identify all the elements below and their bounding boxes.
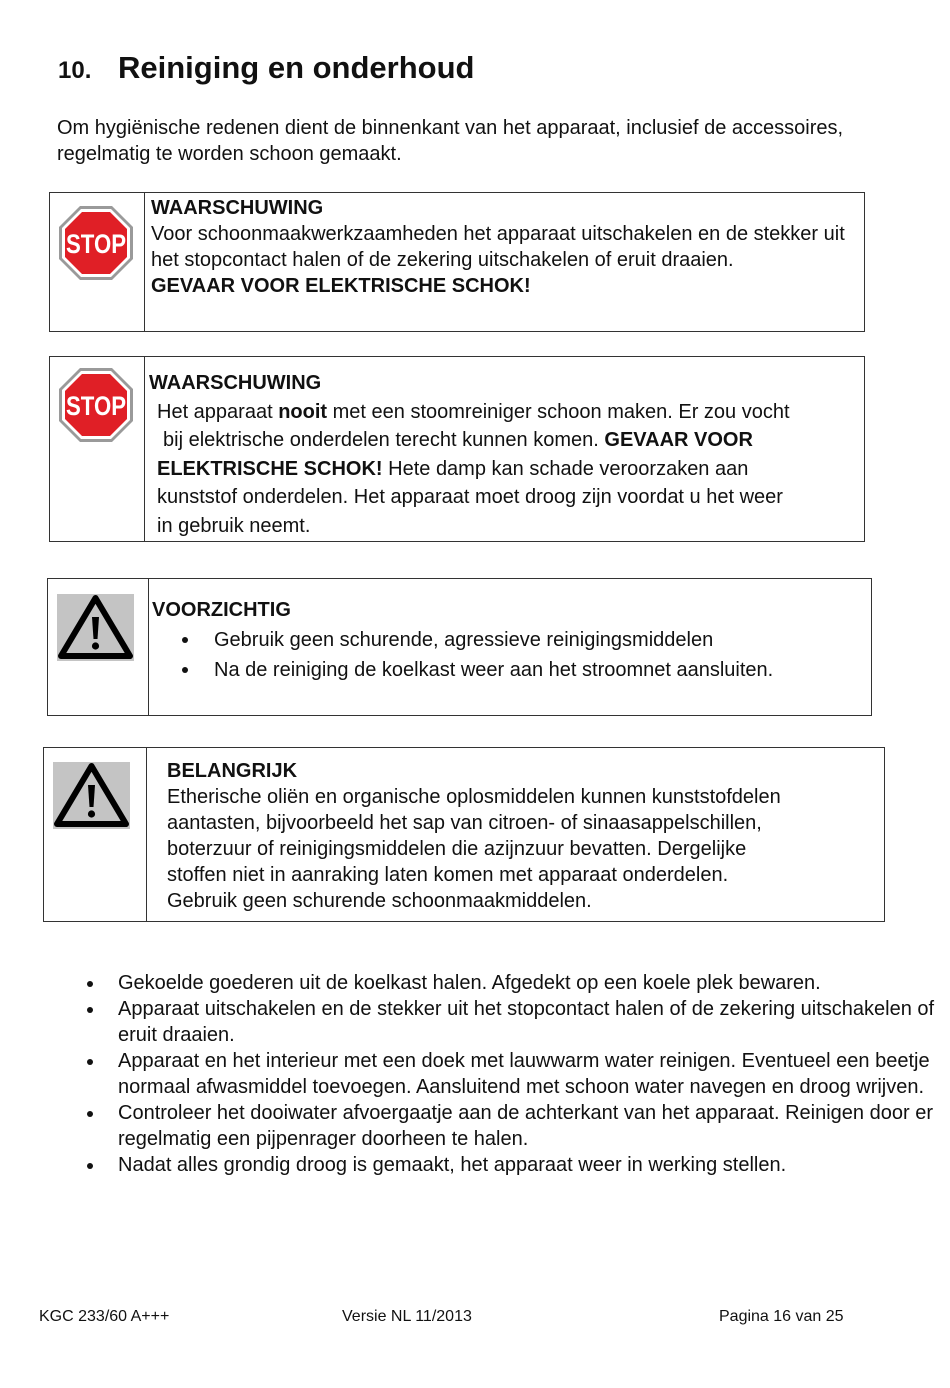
warning-line: kunststof onderdelen. Het apparaat moet droog zijn voordat u het weer [157, 486, 783, 508]
list-item: Gekoelde goederen uit de koelkast halen. Afgedekt op een koele plek bewaren. [85, 970, 935, 996]
list-item: Na de reiniging de koelkast weer aan het stroomnet aansluiten. [152, 655, 871, 685]
important-line: Etherische oliën en organische oplosmiddelen kunnen kunststofdelen [167, 786, 781, 808]
list-item: Gebruik geen schurende, agressieve reinigingsmiddelen [152, 625, 871, 655]
list-item: Apparaat uitschakelen en de stekker uit het stopcontact halen of de zekering uitschakelen of eruit draaien. [85, 996, 935, 1048]
important-line: stoffen niet in aanraking laten komen met apparaat onderdelen. [167, 864, 729, 886]
warning-title: WAARSCHUWING [149, 372, 322, 394]
footer-page: Pagina 16 van 25 [719, 1308, 844, 1325]
warning-text [145, 357, 864, 541]
section-number: 10. [58, 57, 92, 84]
important-line: Gebruik geen schurende schoonmaakmiddelen. [167, 890, 592, 912]
important-box [43, 747, 885, 922]
list-item: Apparaat en het interieur met een doek met lauwwarm water reinigen. Eventueel een beetje normaal afwasmiddel toevoegen. Aansluitend met schoon water navegen en droog wrijven. [85, 1048, 935, 1100]
warning-emphasis: GEVAAR VOOR ELEKTRISCHE SCHOK! [151, 275, 531, 297]
important-title: BELANGRIJK [167, 760, 298, 782]
warning-line: in gebruik neemt. [157, 514, 311, 537]
warning-line: Het apparaat nooit met een stoomreiniger schoon maken. Er zou vocht [157, 400, 790, 423]
icon-cell [44, 748, 147, 921]
section-title: Reiniging en onderhoud [118, 50, 475, 85]
stop-sign-icon [58, 367, 134, 443]
intro-paragraph: Om hygiënische redenen dient de binnenkant van het apparaat, inclusief de accessoires, regelmatig te worden schoon gemaakt. [57, 117, 844, 165]
caution-list [152, 625, 871, 685]
warning-triangle-icon [53, 762, 130, 829]
caution-text [149, 579, 871, 715]
warning-triangle-icon [57, 594, 134, 661]
important-text [147, 748, 884, 921]
warning-title: WAARSCHUWING [151, 197, 324, 219]
caution-title: VOORZICHTIG [152, 599, 291, 621]
list-item: Controleer het dooiwater afvoergaatje aan de achterkant van het apparaat. Reinigen door er regelmatig een pijpenrager doorheen te halen. [85, 1100, 935, 1152]
warning-text [145, 193, 864, 331]
warning-box-steam [49, 356, 865, 542]
cleaning-steps [85, 970, 935, 1178]
section-heading [58, 50, 474, 86]
icon-cell [50, 193, 145, 331]
svg-text:STOP: STOP [66, 229, 126, 259]
important-line: boterzuur of reinigingsmiddelen die azijnzuur bevatten. Dergelijke [167, 838, 747, 860]
warning-line: ELEKTRISCHE SCHOK! Hete damp kan schade veroorzaken aan [157, 457, 749, 480]
icon-cell [48, 579, 149, 715]
stop-sign-icon [58, 205, 134, 281]
icon-cell [50, 357, 145, 541]
caution-box [47, 578, 872, 716]
steps-list [85, 970, 935, 1178]
warning-body: Voor schoonmaakwerkzaamheden het apparaat uitschakelen en de stekker uit het stopcontact halen of de zekering uitschakelen of eruit draaien. [151, 223, 845, 271]
svg-text:STOP: STOP [66, 391, 126, 421]
warning-line: bij elektrische onderdelen terecht kunnen komen. GEVAAR VOOR [163, 429, 753, 451]
footer-version: Versie NL 11/2013 [342, 1308, 472, 1325]
warning-box-electric [49, 192, 865, 332]
important-line: aantasten, bijvoorbeeld het sap van citroen- of sinaasappelschillen, [167, 812, 762, 834]
footer-model: KGC 233/60 A+++ [39, 1308, 170, 1325]
list-item: Nadat alles grondig droog is gemaakt, het apparaat weer in werking stellen. [85, 1152, 935, 1178]
